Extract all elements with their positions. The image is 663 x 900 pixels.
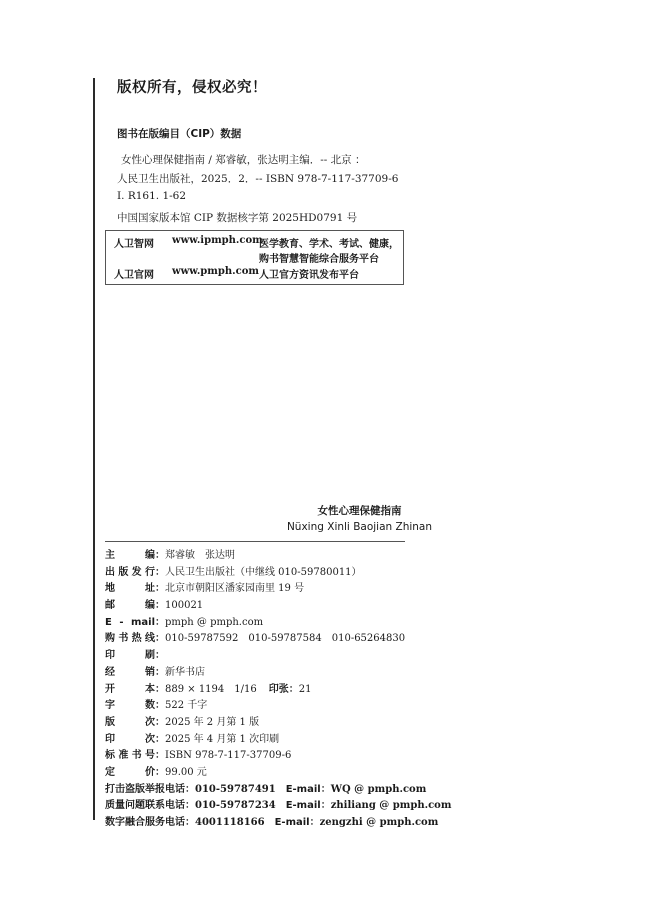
sheets-label: 印张： bbox=[268, 683, 299, 695]
info-label: 开本 bbox=[105, 683, 155, 695]
info-row-publisher: 出版发行：人民卫生出版社（中继线 010-59780011） bbox=[105, 565, 425, 582]
publication-info bbox=[105, 548, 452, 832]
contact-email[interactable]: WQ @ pmph.com bbox=[330, 783, 427, 795]
contact-email[interactable]: zengzhi @ pmph.com bbox=[319, 817, 439, 828]
info-label: 定价 bbox=[105, 766, 155, 778]
info-label: 购书热线 bbox=[105, 633, 155, 645]
book-title: 女性心理保健指南 bbox=[317, 505, 402, 517]
platform-desc: 人卫官方资讯发布平台 bbox=[259, 270, 359, 281]
contact-row-digital bbox=[105, 815, 439, 832]
platform-name: 人卫官网 bbox=[114, 270, 154, 281]
info-row-format: 开本：889 × 1194 1/16 印张：21 bbox=[105, 682, 425, 699]
info-label: 字数 bbox=[105, 700, 155, 712]
book-pinyin-title: Nüxing Xinli Baojian Zhinan bbox=[286, 521, 433, 533]
info-value[interactable]: pmph @ pmph.com bbox=[165, 616, 264, 628]
platform-name: 人卫智网 bbox=[114, 239, 154, 250]
contact-row-antipiracy bbox=[105, 782, 425, 799]
info-label: 主编 bbox=[105, 550, 155, 561]
platform-url[interactable]: www.pmph.com bbox=[172, 266, 259, 277]
info-value: 99.00 元 bbox=[165, 766, 207, 778]
info-row-printing: 印次：2025 年 4 月第 1 次印刷 bbox=[105, 732, 425, 749]
copyright-notice: 版权所有，侵权必究！ bbox=[117, 80, 267, 96]
info-value: 100021 bbox=[165, 600, 204, 612]
contact-phone: 010-59787491 bbox=[195, 783, 276, 795]
info-value: 2025 年 2 月第 1 版 bbox=[165, 716, 260, 728]
info-value: 新华书店 bbox=[165, 666, 205, 678]
info-label: 印次 bbox=[105, 733, 155, 745]
info-label: 版次 bbox=[105, 716, 155, 728]
sheets-value: 21 bbox=[298, 683, 312, 695]
contact-label: 质量问题联系电话： bbox=[105, 800, 195, 812]
cip-line-2: 人民卫生出版社，2025．2．-- ISBN 978-7-117-37709-6 bbox=[117, 173, 399, 185]
info-row-editor: 主编：郑睿敏 张达明 bbox=[105, 548, 425, 565]
info-row-wordcount: 字数：522 千字 bbox=[105, 698, 425, 715]
info-row-address: 地址：北京市朝阳区潘家园南里 19 号 bbox=[105, 581, 425, 598]
info-row-hotline: 购书热线：010-59787592 010-59787584 010-65264830 bbox=[105, 631, 425, 648]
info-label: 邮编 bbox=[105, 600, 155, 612]
contact-email-label: E-mail： bbox=[285, 800, 331, 812]
contact-label: 打击盗版举报电话： bbox=[105, 783, 195, 795]
contact-phone: 010-59787234 bbox=[195, 800, 276, 812]
info-row-printer: 印刷： bbox=[105, 648, 425, 665]
contact-row-quality bbox=[105, 798, 452, 815]
info-label: 印刷 bbox=[105, 650, 155, 662]
contact-email-label: E-mail： bbox=[274, 817, 320, 828]
info-row-distributor: 经销：新华书店 bbox=[105, 665, 425, 682]
margin-rule bbox=[93, 78, 95, 820]
cip-line-1: 女性心理保健指南 / 郑睿敏，张达明主编．-- 北京 ： bbox=[121, 154, 366, 166]
info-label: 地址 bbox=[105, 583, 155, 595]
info-row-postcode: 邮编：100021 bbox=[105, 598, 425, 615]
info-row-email: E - mail：pmph @ pmph.com bbox=[105, 615, 425, 632]
info-value: 人民卫生出版社（中继线 010-59780011） bbox=[165, 566, 362, 578]
info-value: 2025 年 4 月第 1 次印刷 bbox=[165, 733, 280, 745]
cip-line-3: Ⅰ. R161. 1-62 bbox=[117, 190, 187, 202]
platform-box bbox=[105, 230, 404, 285]
info-value: 889 × 1194 1/16 bbox=[165, 683, 257, 695]
cip-line-4: 中国国家版本馆 CIP 数据核字第 2025HD0791 号 bbox=[117, 212, 358, 224]
contact-email-label: E-mail： bbox=[285, 783, 331, 795]
info-row-isbn: 标准书号：ISBN 978-7-117-37709-6 bbox=[105, 748, 425, 765]
platform-desc: 医学教育、学术、考试、健康， bbox=[259, 239, 399, 250]
info-row-price: 定价：99.00 元 bbox=[105, 765, 425, 782]
info-value: 522 千字 bbox=[165, 700, 208, 712]
info-value: 北京市朝阳区潘家园南里 19 号 bbox=[165, 583, 305, 595]
contact-email[interactable]: zhiliang @ pmph.com bbox=[330, 800, 452, 812]
info-row-edition: 版次：2025 年 2 月第 1 版 bbox=[105, 715, 425, 732]
info-label: E - mail bbox=[105, 616, 155, 628]
divider bbox=[105, 541, 405, 542]
info-value: 郑睿敏 张达明 bbox=[165, 550, 235, 561]
info-label: 经销 bbox=[105, 666, 155, 678]
contact-phone: 4001118166 bbox=[195, 817, 265, 828]
info-label: 标准书号 bbox=[105, 750, 155, 762]
cip-heading: 图书在版编目（CIP）数据 bbox=[117, 128, 242, 140]
platform-desc: 购书智慧智能综合服务平台 bbox=[259, 254, 379, 265]
platform-url[interactable]: www.ipmph.com bbox=[172, 235, 263, 246]
contact-label: 数字融合服务电话： bbox=[105, 817, 195, 828]
info-value: 010-59787592 010-59787584 010-65264830 bbox=[165, 633, 406, 645]
info-label: 出版发行 bbox=[105, 566, 155, 578]
info-value: ISBN 978-7-117-37709-6 bbox=[165, 750, 292, 762]
